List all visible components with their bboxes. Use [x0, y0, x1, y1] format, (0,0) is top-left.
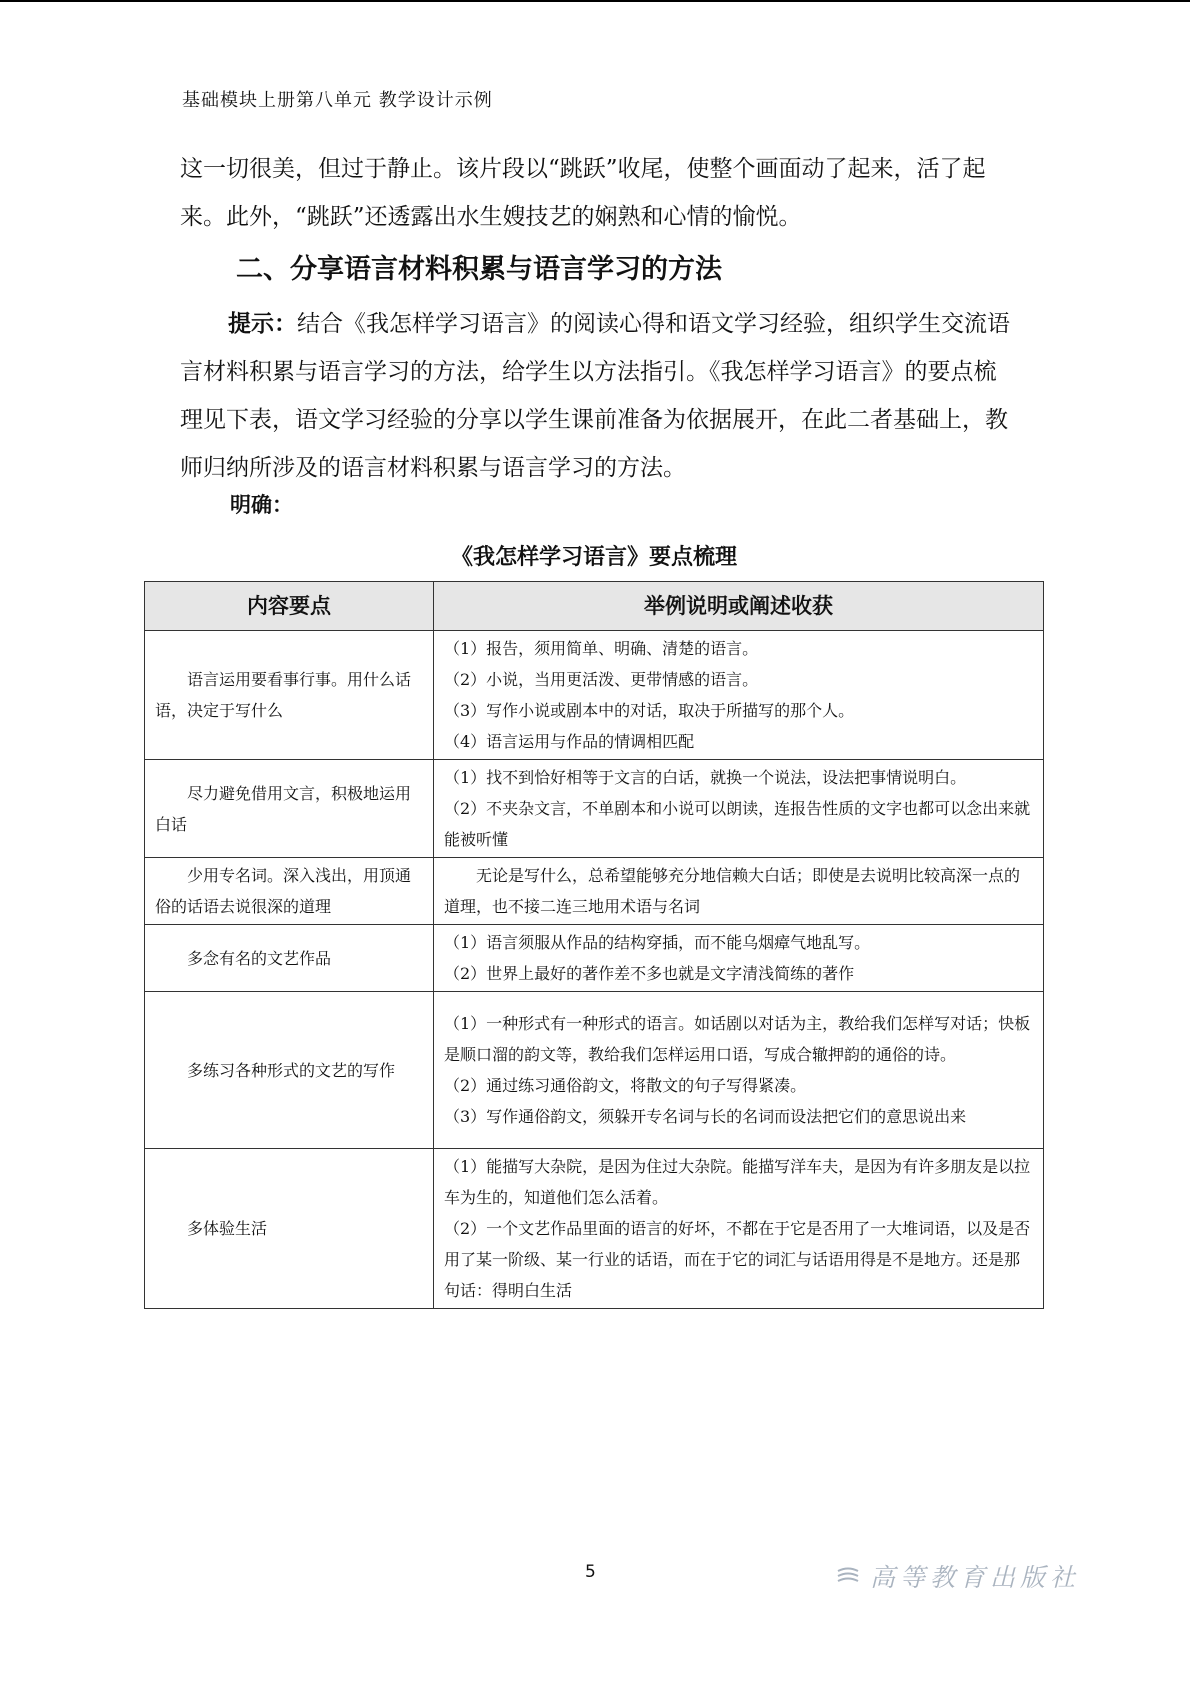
table-header-row: [145, 582, 1044, 631]
detail-line: （2）世界上最好的著作差不多也就是文字清浅简练的著作: [444, 964, 855, 983]
table-row: [145, 925, 1044, 992]
row-details: [434, 1149, 1044, 1309]
paragraph-hint: [180, 300, 1010, 492]
header-content-points: 内容要点: [145, 582, 434, 631]
table-row: [145, 992, 1044, 1149]
top-rule: [0, 0, 1190, 2]
detail-line: （2）通过练习通俗韵文，将散文的句子写得紧凑。: [444, 1076, 807, 1095]
table-row: [145, 631, 1044, 760]
detail-line: （3）写作小说或剧本中的对话，取决于所描写的那个人。: [444, 701, 855, 720]
key-points-table: [144, 581, 1044, 1309]
mingque-label: 明确：: [230, 493, 293, 517]
detail-line: （1）语言须服从作品的结构穿插，而不能乌烟瘴气地乱写。: [444, 933, 871, 952]
hint-text: 结合《我怎样学习语言》的阅读心得和语文学习经验，组织学生交流语言材料积累与语言学习的方法，给学生以方法指引。《我怎样学习语言》的要点梳理见下表，语文学习经验的分享以学生课前准备为依据展开，在此二者基础上，教师归纳所涉及的语言材料积累与语言学习的方法。: [180, 311, 1010, 481]
publisher-logo: [836, 1558, 1080, 1594]
detail-line: （1）一种形式有一种形式的语言。如话剧以对话为主，教给我们怎样写对话；快板是顺口溜的韵文等，教给我们怎样运用口语，写成合辙押韵的通俗的诗。: [444, 1014, 1031, 1064]
row-point: 多体验生活: [145, 1149, 434, 1309]
detail-line: 无论是写什么，总希望能够充分地信赖大白话；即使是去说明比较高深一点的道理，也不接二连三地用术语与名词: [444, 866, 1021, 916]
paragraph-intro: 这一切很美，但过于静止。该片段以“跳跃”收尾，使整个画面动了起来，活了起来。此外，“跳跃”还透露出水生嫂技艺的娴熟和心情的愉悦。: [180, 156, 986, 230]
detail-line: （3）写作通俗韵文，须躲开专名词与长的名词而设法把它们的意思说出来: [444, 1107, 967, 1126]
row-details: [434, 760, 1044, 858]
hint-label: 提示：: [228, 311, 297, 337]
publisher-name: 高等教育出版社: [870, 1563, 1081, 1592]
row-details: [434, 631, 1044, 760]
section-heading: 二、分享语言材料积累与语言学习的方法: [236, 254, 722, 285]
table-row: [145, 760, 1044, 858]
row-point: 多练习各种形式的文艺的写作: [145, 992, 434, 1149]
table-title: 《我怎样学习语言》要点梳理: [450, 545, 737, 570]
detail-line: （2）不夹杂文言，不单剧本和小说可以朗读，连报告性质的文字也都可以念出来就能被听懂: [444, 799, 1031, 849]
detail-line: （1）报告，须用简单、明确、清楚的语言。: [444, 639, 759, 658]
row-details: [434, 858, 1044, 925]
detail-line: （1）能描写大杂院，是因为住过大杂院。能描写洋车夫，是因为有许多朋友是以拉车为生的，知道他们怎么活着。: [444, 1157, 1031, 1207]
table-row: [145, 858, 1044, 925]
detail-line: （1）找不到恰好相等于文言的白话，就换一个说法，设法把事情说明白。: [444, 768, 967, 787]
row-details: [434, 925, 1044, 992]
row-point: 语言运用要看事行事。用什么话语，决定于写什么: [145, 631, 434, 760]
header-examples: 举例说明或阐述收获: [434, 582, 1044, 631]
page-header: 基础模块上册第八单元 教学设计示例: [182, 90, 493, 111]
detail-line: （2）小说，当用更活泼、更带情感的语言。: [444, 670, 759, 689]
row-point: 尽力避免借用文言，积极地运用白话: [145, 760, 434, 858]
row-details: [434, 992, 1044, 1149]
row-point: 多念有名的文艺作品: [145, 925, 434, 992]
page-number: 5: [585, 1562, 596, 1582]
row-point: 少用专名词。深入浅出，用顶通俗的话语去说很深的道理: [145, 858, 434, 925]
detail-line: （4）语言运用与作品的情调相匹配: [444, 732, 695, 751]
table-row: [145, 1149, 1044, 1309]
detail-line: （2）一个文艺作品里面的语言的好坏，不都在于它是否用了一大堆词语，以及是否用了某一阶级、某一行业的话语，而在于它的词汇与话语用得是不是地方。还是那句话：得明白生活: [444, 1219, 1031, 1300]
publisher-emblem-icon: [836, 1566, 860, 1586]
